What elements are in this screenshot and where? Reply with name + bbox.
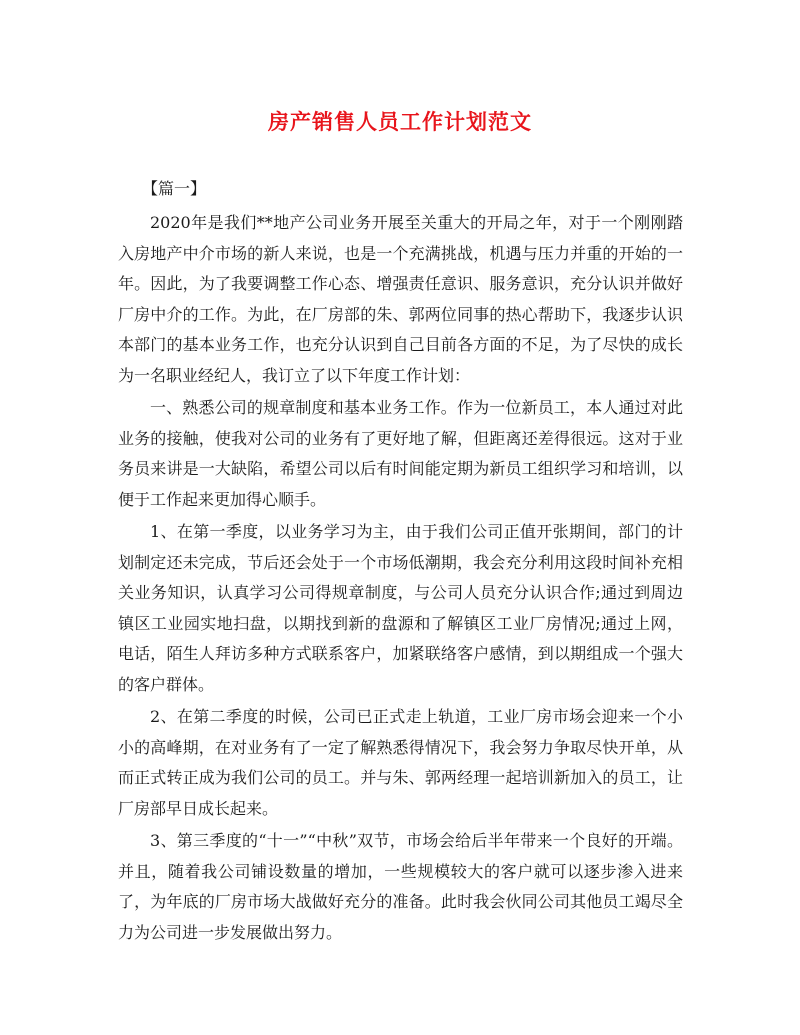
paragraph-intro: 2020年是我们**地产公司业务开展至关重大的开局之年，对于一个刚刚踏入房地产中介市场的新人来说，也是一个充满挑战，机遇与压力并重的开始的一年。因此，为了我要调整工作心态、增强责任意识、服务意识，充分认识并做好厂房中介的工作。为此，在厂房部的朱、郭两位同事的热心帮助下，我逐步认识本部门的基本业务工作，也充分认识到自己目前各方面的不足，为了尽快的成长为一名职业经纪人，我订立了以下年度工作计划：: [118, 213, 683, 385]
document-body: [118, 208, 683, 950]
paragraph-quarter-two: 2、在第二季度的时候，公司已正式走上轨道，工业厂房市场会迎来一个小小的高峰期，在对业务有了一定了解熟悉得情况下，我会努力争取尽快开单，从而正式转正成为我们公司的员工。并与朱、郭两经理一起培训新加入的员工，让厂房部早日成长起来。: [118, 707, 683, 818]
paragraph-quarter-three: 3、第三季度的“十一”“中秋”双节，市场会给后半年带来一个良好的开端。并且，随着我公司铺设数量的增加，一些规模较大的客户就可以逐步渗入进来了，为年底的厂房市场大战做好充分的准备。此时我会伙同公司其他员工竭尽全力为公司进一步发展做出努力。: [118, 831, 683, 942]
section-label: 【篇一】: [142, 179, 207, 198]
paragraph-quarter-one: 1、在第一季度，以业务学习为主，由于我们公司正值开张期间，部门的计划制定还未完成，节后还会处于一个市场低潮期，我会充分利用这段时间补充相关业务知识，认真学习公司得规章制度，与公司人员充分认识合作;通过到周边镇区工业园实地扫盘，以期找到新的盘源和了解镇区工业厂房情况;通过上网，电话，陌生人拜访多种方式联系客户，加紧联络客户感情，到以期组成一个强大的客户群体。: [118, 522, 683, 694]
document-title: 房产销售人员工作计划范文: [268, 109, 532, 134]
paragraph-point-one: 一、熟悉公司的规章制度和基本业务工作。作为一位新员工，本人通过对此业务的接触，使我对公司的业务有了更好地了解，但距离还差得很远。这对于业务员来讲是一大缺陷，希望公司以后有时间能定期为新员工组织学习和培训，以便于工作起来更加得心顺手。: [118, 398, 683, 509]
